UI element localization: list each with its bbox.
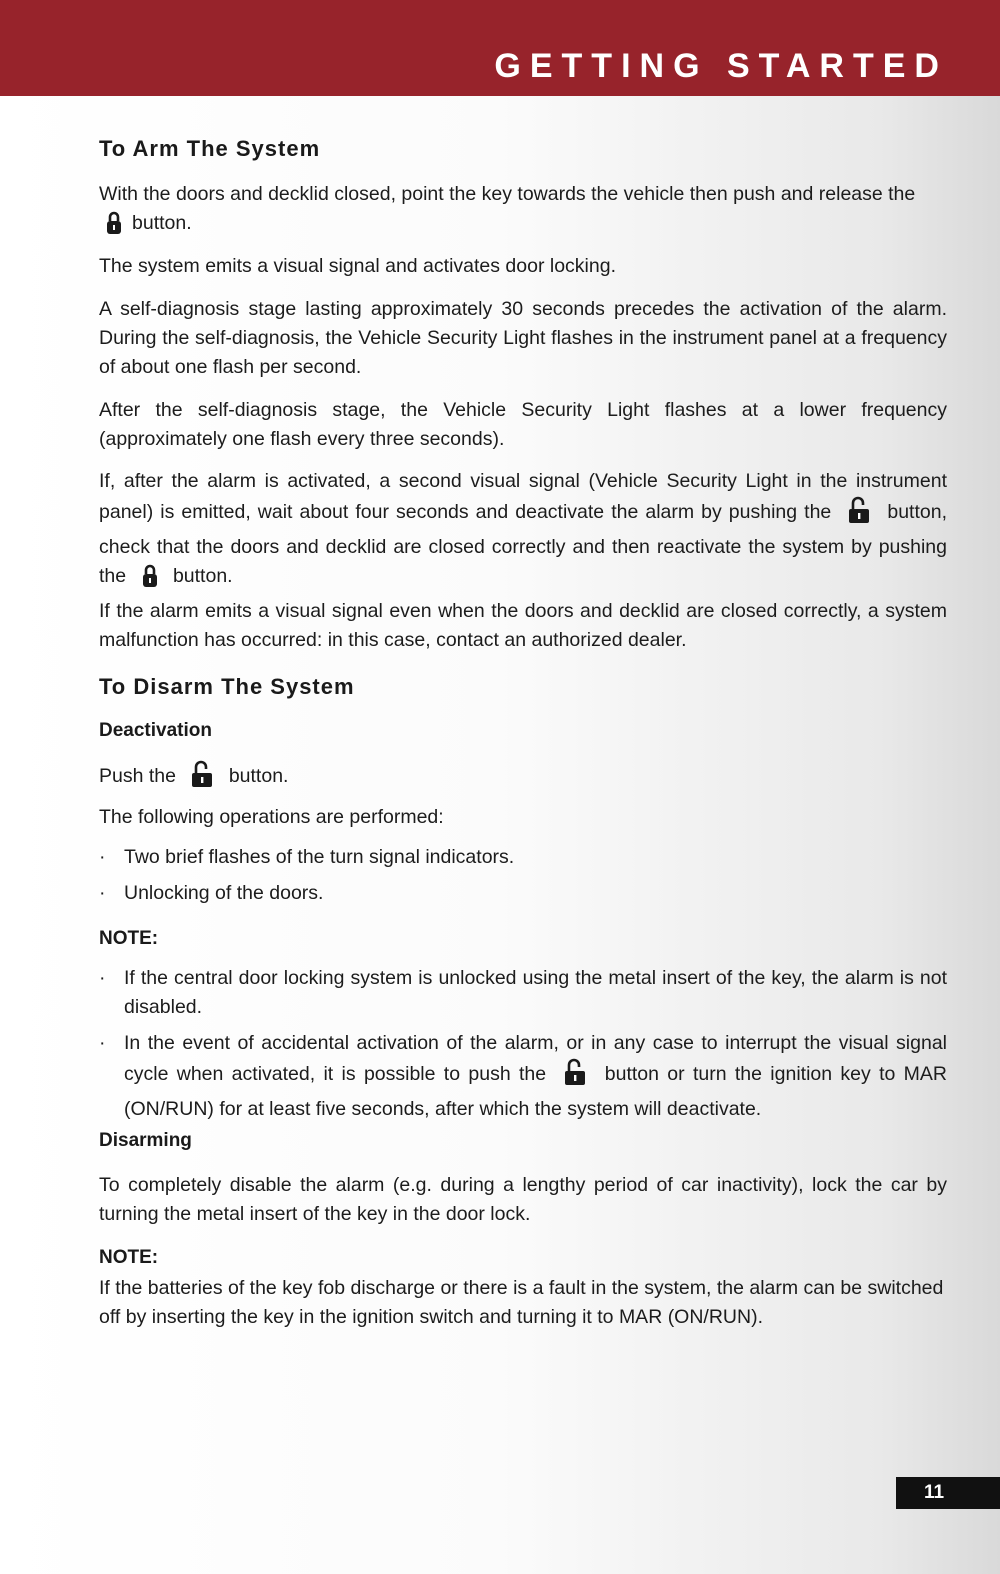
arm-paragraph-3: A self-diagnosis stage lasting approximately 30 seconds precedes the activation of the alarm. During the self-diagnosis, the Vehicle Security Light flashes in the instrument panel at a frequency of about one flash per second.: [99, 298, 947, 378]
bullet-dot: ·: [99, 1032, 106, 1054]
list-item-text: Unlocking of the doors.: [124, 882, 324, 904]
section-title: GETTING STARTED: [494, 47, 948, 85]
bullet-dot: ·: [99, 846, 106, 868]
note-item-text-b: button or turn the ignition key to MAR (ON/RUN) for at least five seconds, after which the system will deactivate.: [124, 1063, 948, 1120]
arm-heading: To Arm The System: [99, 136, 321, 161]
page-number: 11: [923, 1482, 945, 1503]
bullet-dot: ·: [99, 967, 106, 989]
bullet-dot: ·: [99, 882, 106, 904]
disarming-heading: Disarming: [99, 1130, 192, 1151]
arm-p5-text-b: button, check that the doors and decklid are closed correctly and then reactivate the system by pushing the: [99, 501, 947, 587]
page-number-box: [896, 1477, 1000, 1509]
push-text: Push the: [99, 765, 176, 787]
arm-p1-text: With the doors and decklid closed, point the key towards the vehicle then push and release the: [99, 183, 916, 205]
arm-paragraph-5: [99, 467, 947, 597]
lock-open-icon: [564, 1058, 586, 1095]
lock-closed-icon: [142, 564, 158, 597]
lock-open-icon: [848, 496, 870, 533]
list-item: [99, 879, 947, 908]
arm-p5-text-c: button.: [172, 565, 233, 587]
lock-open-icon: [191, 760, 213, 797]
list-item-text: Two brief flashes of the turn signal indicators.: [124, 846, 515, 868]
header-band: [0, 0, 1000, 96]
ops-intro: The following operations are performed:: [99, 806, 444, 828]
disarm-heading: To Disarm The System: [99, 674, 355, 699]
note-label: NOTE:: [99, 928, 159, 949]
arm-p5-text-a: If, after the alarm is activated, a second visual signal (Vehicle Security Light in the instrument panel) is emitted, wait about four seconds and deactivate the alarm by pushing the: [99, 470, 947, 523]
arm-paragraph-4: After the self-diagnosis stage, the Vehicle Security Light flashes at a lower frequency (approximately one flash every three seconds).: [99, 399, 947, 450]
note-item: [99, 1029, 947, 1124]
deactivation-heading: Deactivation: [99, 720, 212, 741]
note-label: NOTE:: [99, 1247, 159, 1268]
push-paragraph: [99, 760, 947, 797]
lock-closed-icon: [106, 211, 122, 244]
disarming-paragraph: To completely disable the alarm (e.g. during a lengthy period of car inactivity), lock the car by turning the metal insert of the key in the door lock.: [99, 1174, 947, 1225]
arm-paragraph-2: The system emits a visual signal and activates door locking.: [99, 255, 616, 277]
note-item-text-a: In the event of accidental activation of the alarm, or in any case to interrupt the visual signal cycle when activated, it is possible to push the: [124, 1032, 947, 1085]
arm-p1-after: button.: [132, 212, 192, 234]
note2-paragraph: If the batteries of the key fob discharge or there is a fault in the system, the alarm can be switched off by inserting the key in the ignition switch and turning it to MAR (ON/RUN).: [99, 1277, 944, 1328]
arm-paragraph-1: [99, 180, 947, 244]
list-item: [99, 843, 947, 872]
push-after: button.: [228, 765, 289, 787]
arm-paragraph-6: If the alarm emits a visual signal even when the doors and decklid are closed correctly, a system malfunction has occurred: in this case, contact an authorized dealer.: [99, 600, 947, 651]
note-item-text: If the central door locking system is unlocked using the metal insert of the key, the alarm is not disabled.: [124, 967, 947, 1018]
note-item: [99, 964, 947, 1022]
